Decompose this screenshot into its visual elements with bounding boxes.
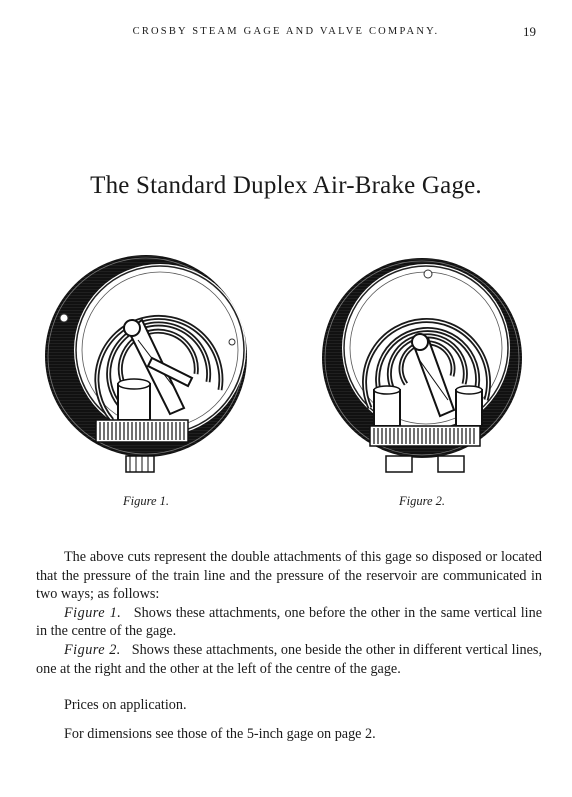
figure-2-caption: Figure 2. <box>399 494 446 508</box>
figure-1-caption: Figure 1. <box>123 494 170 508</box>
body-text <box>36 548 542 743</box>
figure-1-description: Shows these attachments, one before the other in the same vertical line in the centre of the gage. <box>36 604 542 640</box>
figure-1-gage-illustration <box>42 250 254 480</box>
figure-1-paragraph <box>36 604 542 641</box>
page-number: 19 <box>523 24 536 39</box>
figure-2-description: Shows these attachments, one beside the other in different vertical lines, one at the right and the other at the left of the centre of the gage. <box>36 641 542 677</box>
intro-paragraph: The above cuts represent the double attachments of this gage so disposed or located that the pressure of the train line and the pressure of the reservoir are communicated in two ways; as follows: <box>36 549 542 603</box>
prices-note: Prices on application. <box>64 697 187 714</box>
figure-1-reference: Figure 1. <box>64 604 122 621</box>
running-head: CROSBY STEAM GAGE AND VALVE COMPANY. <box>132 26 440 37</box>
figure-2-paragraph <box>36 641 542 678</box>
figure-2-gage-illustration <box>318 250 530 480</box>
page-title: The Standard Duplex Air-Brake Gage. <box>90 172 482 199</box>
dimensions-note: For dimensions see those of the 5-inch gage on page 2. <box>64 725 376 742</box>
figure-2-reference: Figure 2. <box>64 641 121 658</box>
